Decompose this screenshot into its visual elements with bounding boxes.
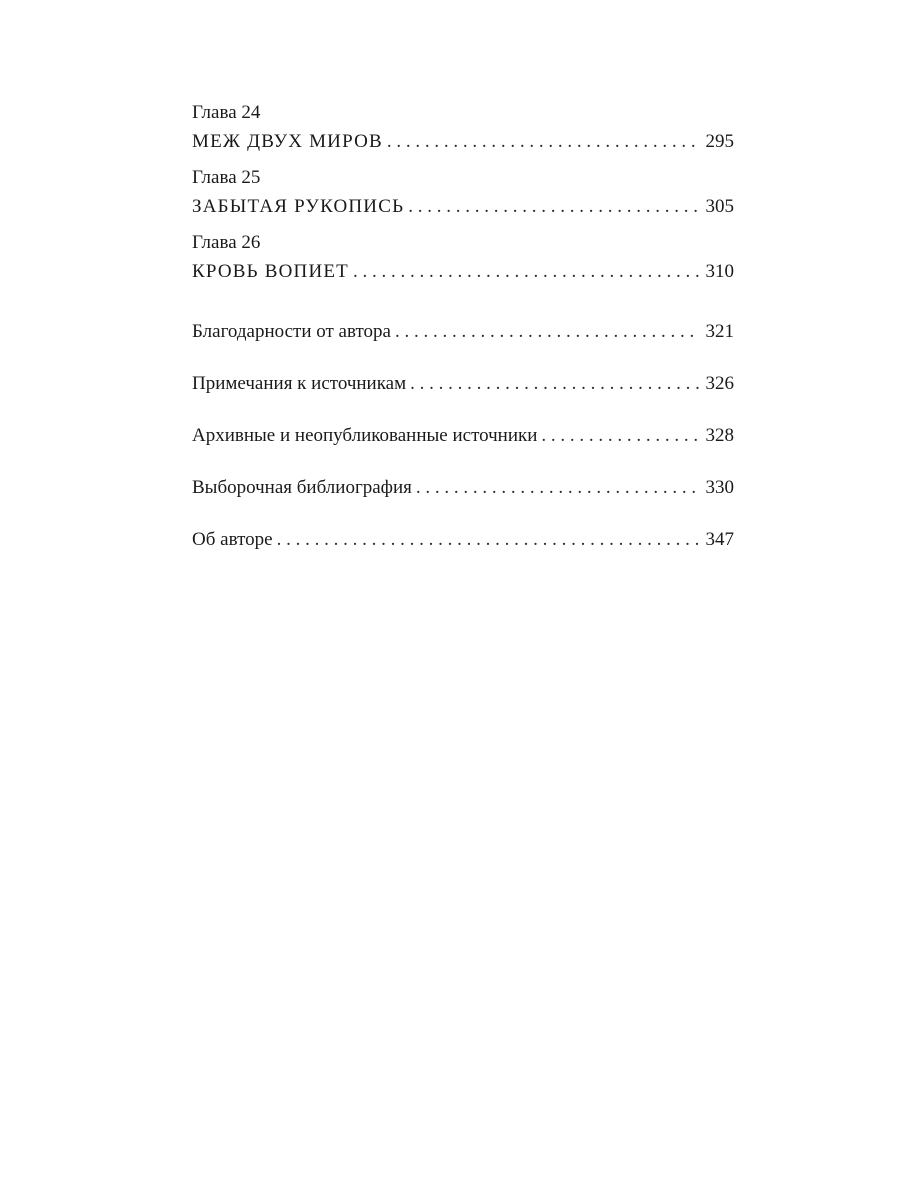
toc-entry-about-author[interactable] (192, 525, 734, 554)
dot-leader (395, 317, 700, 346)
toc-entry-archival-sources[interactable] (192, 421, 734, 450)
section-spacer (192, 293, 734, 317)
toc-entry-bibliography[interactable] (192, 473, 734, 502)
dot-leader (408, 192, 699, 221)
page-number: 305 (705, 196, 734, 217)
page-number: 321 (705, 321, 734, 342)
entry-title: Архивные и неопубликованные источники (192, 425, 538, 446)
chapter-title: ЗАБЫТАЯ РУКОПИСЬ (192, 196, 405, 217)
toc-chapter-24 (192, 98, 734, 156)
toc-entry-source-notes[interactable] (192, 369, 734, 398)
page-number: 295 (705, 131, 734, 152)
chapter-title: МЕЖ ДВУХ МИРОВ (192, 131, 383, 152)
page-number: 310 (705, 261, 734, 282)
chapter-label: Глава 26 (192, 232, 261, 253)
entry-title: Выборочная библиография (192, 477, 412, 498)
page-number: 347 (705, 529, 734, 550)
toc-entry[interactable] (192, 127, 734, 156)
dot-leader (277, 525, 700, 554)
page-number: 326 (705, 373, 734, 394)
toc-entry[interactable] (192, 192, 734, 221)
chapter-label: Глава 25 (192, 167, 261, 188)
dot-leader (416, 473, 700, 502)
entry-title: Благодарности от автора (192, 321, 391, 342)
dot-leader (541, 421, 699, 450)
chapter-title: КРОВЬ ВОПИЕТ (192, 261, 349, 282)
toc-backmatter (192, 317, 734, 554)
page-number: 328 (705, 425, 734, 446)
chapter-label: Глава 24 (192, 102, 261, 123)
toc-chapter-26 (192, 228, 734, 286)
dot-leader (387, 127, 700, 156)
table-of-contents (192, 98, 734, 577)
page-number: 330 (705, 477, 734, 498)
toc-entry-acknowledgements[interactable] (192, 317, 734, 346)
toc-chapter-25 (192, 163, 734, 221)
toc-entry[interactable] (192, 257, 734, 286)
dot-leader (410, 369, 699, 398)
entry-title: Примечания к источникам (192, 373, 407, 394)
entry-title: Об авторе (192, 529, 273, 550)
dot-leader (353, 257, 700, 286)
